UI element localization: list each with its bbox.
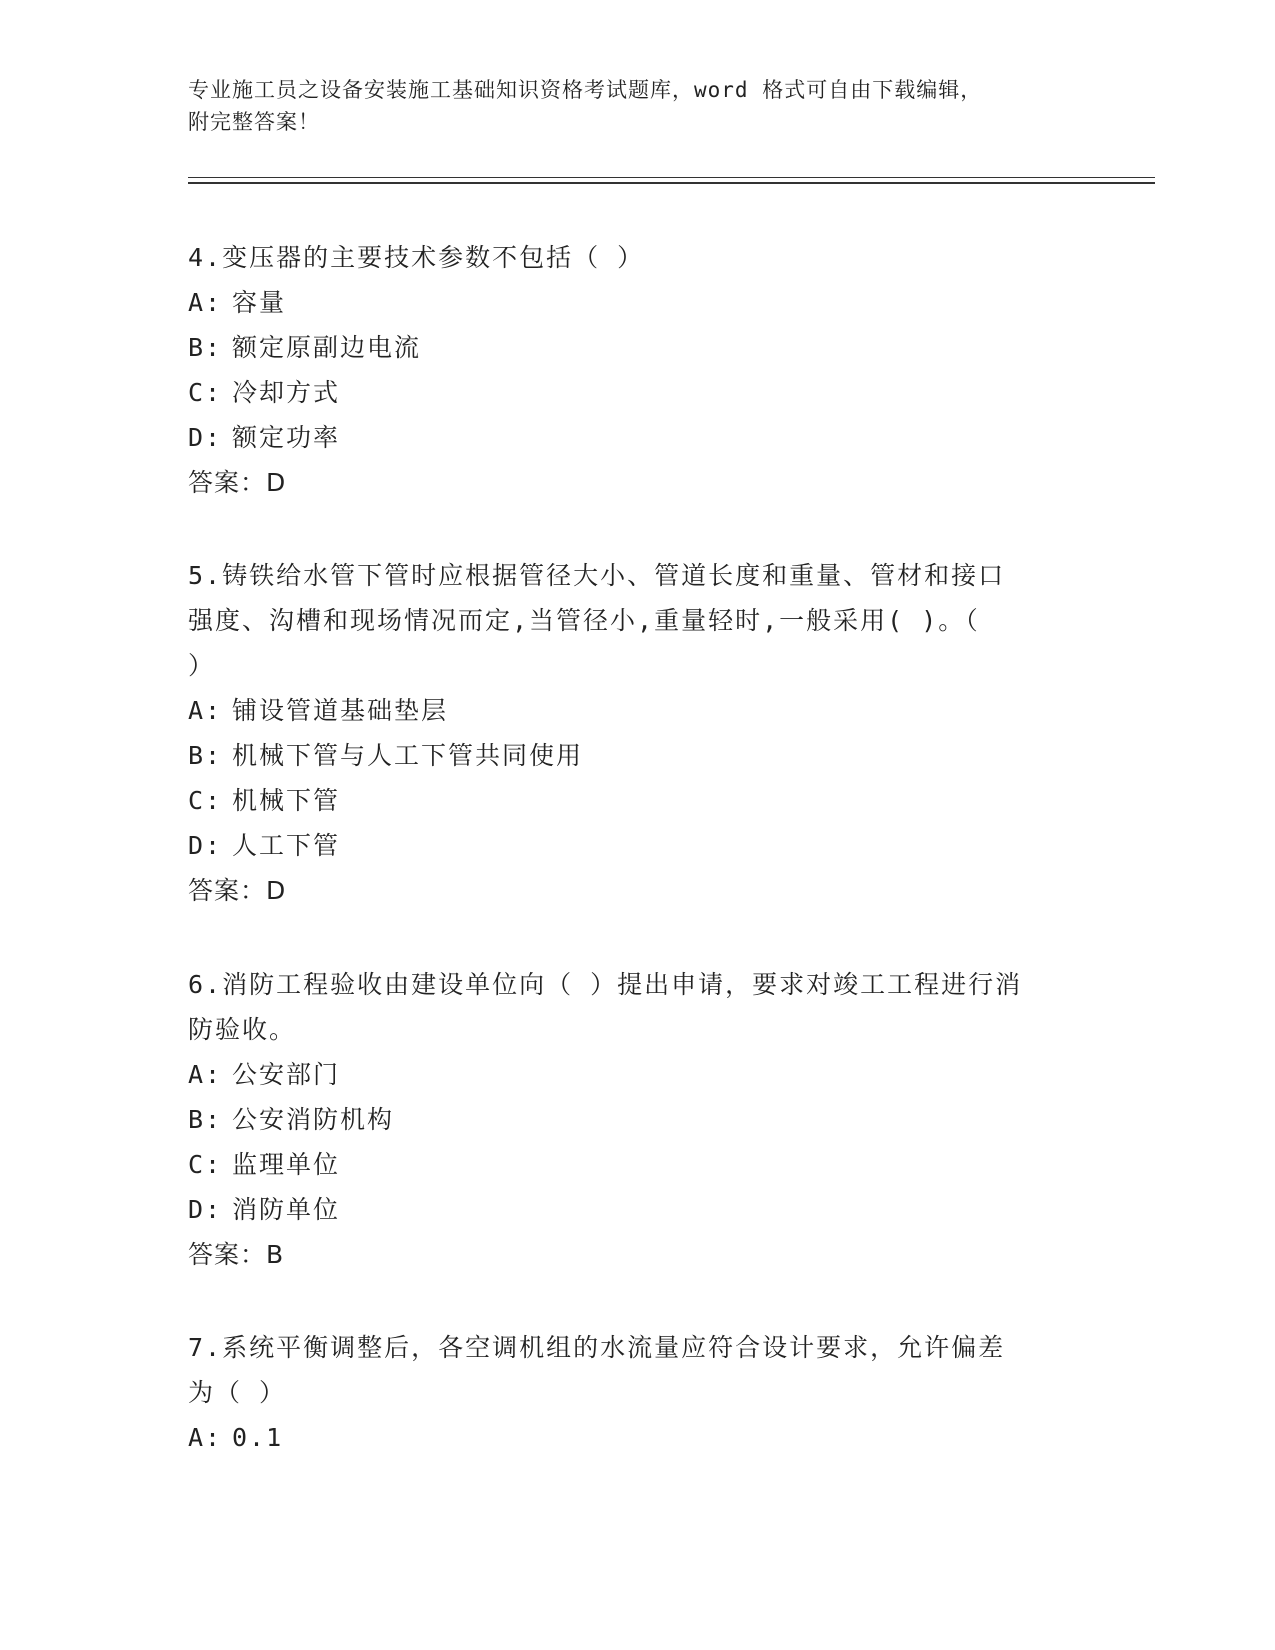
option-a xyxy=(188,1052,1068,1097)
option-key: C: xyxy=(188,1150,223,1179)
option-a xyxy=(188,280,1068,325)
option-d xyxy=(188,415,1068,460)
option-text: 铺设管道基础垫层 xyxy=(232,696,449,725)
question-stem-line: ） xyxy=(188,651,216,680)
question-7 xyxy=(188,1325,1068,1460)
option-d xyxy=(188,823,1068,868)
option-text: 0.1 xyxy=(232,1423,284,1452)
question-stem-line: 为（ ） xyxy=(188,1378,287,1407)
option-text: 公安消防机构 xyxy=(232,1105,395,1134)
option-text: 机械下管 xyxy=(232,786,341,815)
option-text: 额定原副边电流 xyxy=(232,333,422,362)
option-key: A: xyxy=(188,1423,223,1452)
option-c xyxy=(188,1142,1068,1187)
option-a xyxy=(188,1415,1068,1460)
option-key: B: xyxy=(188,741,223,770)
question-stem-line: 强度、沟槽和现场情况而定,当管径小,重量轻时,一般采用( )。（ xyxy=(188,606,980,635)
document-header xyxy=(188,74,1088,138)
option-a xyxy=(188,688,1068,733)
question-stem-line: 防验收。 xyxy=(188,1015,297,1044)
option-b xyxy=(188,733,1068,778)
option-text: 冷却方式 xyxy=(232,378,341,407)
option-key: D: xyxy=(188,1195,223,1224)
option-key: D: xyxy=(188,831,223,860)
option-d xyxy=(188,1187,1068,1232)
header-divider-thick xyxy=(188,182,1155,184)
option-text: 容量 xyxy=(232,288,287,317)
option-b xyxy=(188,325,1068,370)
option-key: C: xyxy=(188,378,223,407)
question-stem-line: 5.铸铁给水管下管时应根据管径大小、管道长度和重量、管材和接口 xyxy=(188,561,1006,590)
question-stem-line: 6.消防工程验收由建设单位向（ ）提出申请，要求对竣工工程进行消 xyxy=(188,970,1023,999)
option-key: A: xyxy=(188,696,223,725)
answer-line: 答案：D xyxy=(188,468,287,497)
question-6 xyxy=(188,962,1068,1277)
option-b xyxy=(188,1097,1068,1142)
question-5 xyxy=(188,553,1068,913)
option-text: 消防单位 xyxy=(232,1195,341,1224)
question-stem-line: 7.系统平衡调整后，各空调机组的水流量应符合设计要求，允许偏差 xyxy=(188,1333,1006,1362)
header-line-2: 附完整答案！ xyxy=(188,110,320,134)
option-key: A: xyxy=(188,1060,223,1089)
option-c xyxy=(188,370,1068,415)
option-text: 机械下管与人工下管共同使用 xyxy=(232,741,584,770)
option-text: 公安部门 xyxy=(232,1060,341,1089)
answer-line: 答案：B xyxy=(188,1240,285,1269)
question-4 xyxy=(188,235,1068,505)
option-text: 人工下管 xyxy=(232,831,341,860)
option-text: 监理单位 xyxy=(232,1150,341,1179)
option-text: 额定功率 xyxy=(232,423,341,452)
option-key: D: xyxy=(188,423,223,452)
answer-line: 答案：D xyxy=(188,876,287,905)
question-stem-line: 4.变压器的主要技术参数不包括（ ） xyxy=(188,243,645,272)
option-key: A: xyxy=(188,288,223,317)
option-key: B: xyxy=(188,1105,223,1134)
header-divider-thin xyxy=(188,177,1155,178)
header-line-1: 专业施工员之设备安装施工基础知识资格考试题库，word 格式可自由下载编辑， xyxy=(188,78,983,102)
option-key: C: xyxy=(188,786,223,815)
option-c xyxy=(188,778,1068,823)
option-key: B: xyxy=(188,333,223,362)
